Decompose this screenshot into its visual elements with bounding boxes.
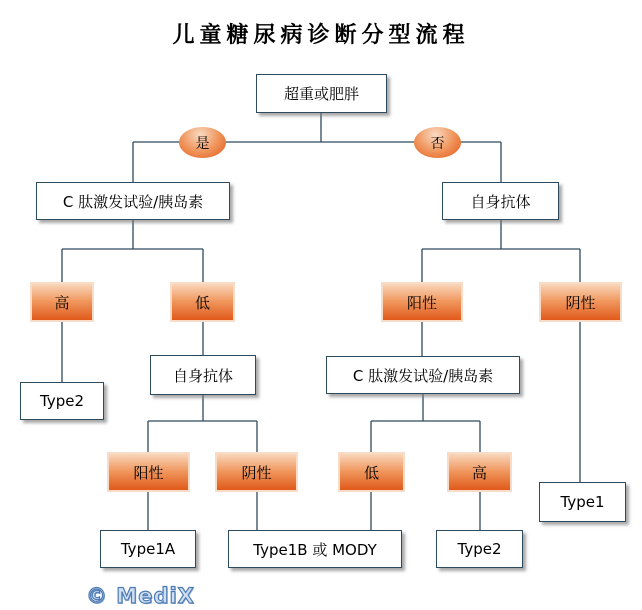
decision-yes-ellipse <box>179 127 226 158</box>
node-label: 低 <box>194 293 210 312</box>
medix-watermark: © MediX <box>86 584 195 608</box>
node-label: 阴性 <box>241 463 272 482</box>
node-type2-bottom <box>436 530 523 568</box>
page-title: 儿童糖尿病诊断分型流程 <box>172 23 470 48</box>
node-label: 高 <box>54 293 70 312</box>
node-cpeptide-test-left <box>36 182 230 220</box>
node-type2-left <box>20 382 104 420</box>
node-type1a <box>100 530 196 568</box>
node-high-mid <box>447 452 512 492</box>
node-low-mid <box>338 452 405 492</box>
node-label: 阳性 <box>406 293 437 312</box>
node-type1b-or-mody <box>228 530 402 568</box>
node-autoantibody-right <box>442 182 559 220</box>
node-label: 阳性 <box>133 463 164 482</box>
node-label: C 肽激发试验/胰岛素 <box>62 192 204 211</box>
node-negative-mid <box>215 452 298 492</box>
node-positive-right <box>381 282 463 322</box>
node-label: 是 <box>195 135 210 152</box>
node-overweight-or-obese <box>256 74 387 113</box>
node-high-left <box>30 282 94 322</box>
node-type1 <box>539 482 626 522</box>
node-positive-mid <box>107 452 190 492</box>
node-label: 自身抗体 <box>470 192 531 211</box>
node-low-left <box>170 282 235 322</box>
node-negative-right <box>539 282 622 322</box>
node-label: 高 <box>471 463 487 482</box>
node-label: Type2 <box>40 392 84 410</box>
node-cpeptide-test-mid <box>326 356 520 394</box>
node-label: 低 <box>363 463 379 482</box>
decision-no-ellipse <box>414 127 461 158</box>
node-label: Type1B 或 MODY <box>253 540 377 559</box>
node-label: 超重或肥胖 <box>283 85 359 103</box>
node-label: C 肽激发试验/胰岛素 <box>352 366 494 385</box>
node-label: 自身抗体 <box>172 366 233 385</box>
node-label: 阴性 <box>565 293 596 312</box>
node-autoantibody-mid <box>150 355 256 395</box>
node-label: Type1A <box>120 540 176 558</box>
node-label: 否 <box>430 135 445 152</box>
node-label: Type2 <box>457 540 502 558</box>
node-label: Type1 <box>560 493 605 511</box>
